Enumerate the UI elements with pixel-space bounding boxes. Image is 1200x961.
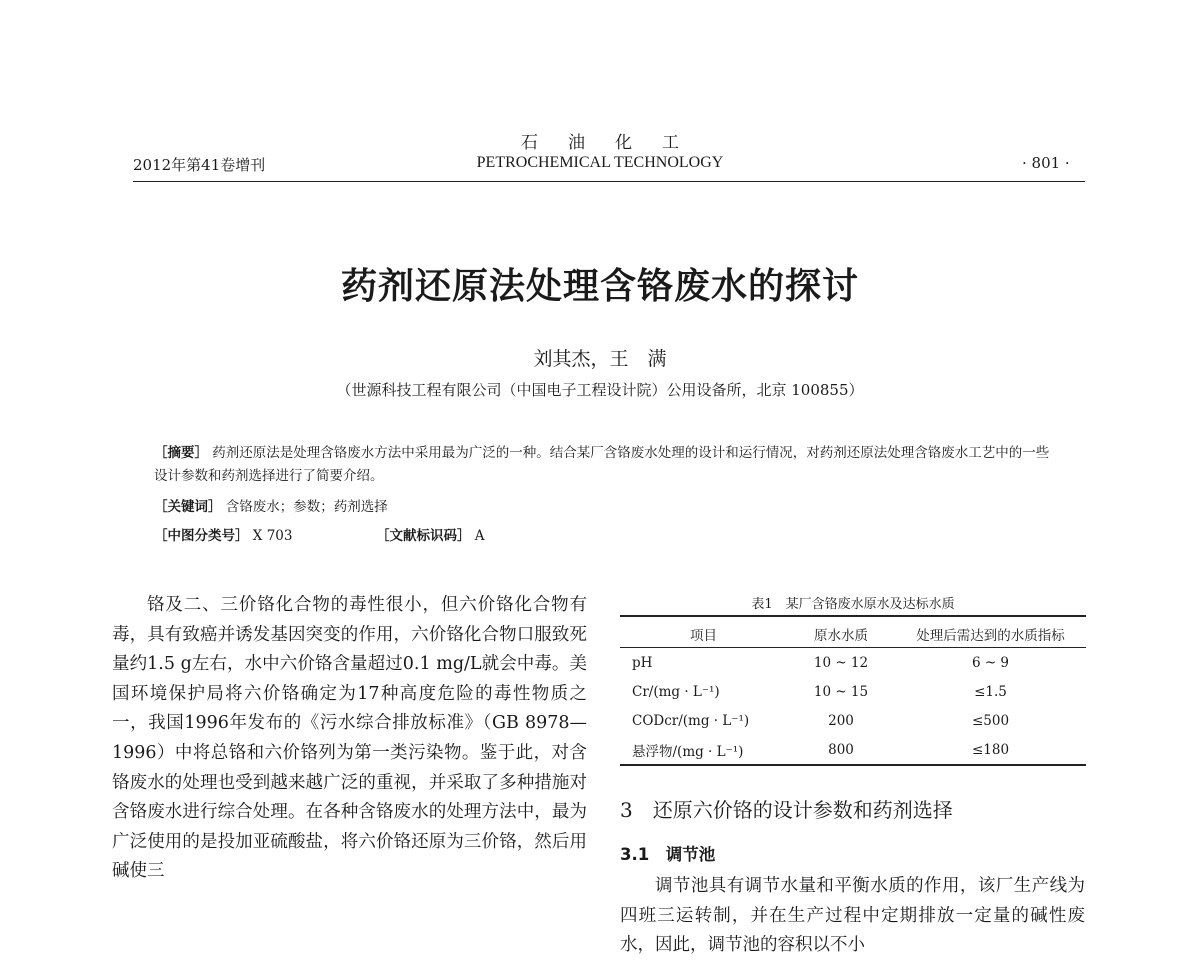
cell-raw: 10 ~ 12 bbox=[813, 654, 869, 671]
cell-target: ≤1.5 bbox=[974, 683, 1007, 700]
col-header-target: 处理后需达到的水质指标 bbox=[916, 627, 1065, 644]
cell-raw: 10 ~ 15 bbox=[813, 683, 869, 700]
abstract-text: 药剂还原法是处理含铬废水方法中采用最为广泛的一种。结合某厂含铬废水处理的设计和运行情况，对药剂还原法处理含铬废水工艺中的一些设计参数和药剂选择进行了简要介绍。 bbox=[154, 445, 1050, 484]
cell-target: 6 ~ 9 bbox=[971, 654, 1010, 671]
keywords: 含铬废水；参数；药剂选择 bbox=[225, 499, 388, 515]
abstract bbox=[154, 442, 1054, 488]
body-left-column bbox=[112, 591, 587, 887]
table-bottom-rule bbox=[620, 764, 1086, 766]
journal-title-en: PETROCHEMICAL TECHNOLOGY bbox=[476, 154, 724, 171]
table-row bbox=[620, 677, 1086, 706]
paper-title: 药剂还原法处理含铬废水的探讨 bbox=[340, 266, 859, 307]
table-row bbox=[620, 735, 1086, 764]
doc-code: A bbox=[474, 528, 485, 544]
classification-line bbox=[154, 524, 292, 544]
cell-item: pH bbox=[632, 654, 653, 671]
authors: 刘其杰，王 满 bbox=[533, 348, 667, 370]
table-caption: 表1 某厂含铬废水原水及达标水质 bbox=[751, 597, 955, 612]
clc-code: X 703 bbox=[252, 528, 293, 544]
cell-raw: 200 bbox=[828, 712, 854, 729]
header-rule bbox=[133, 181, 1085, 182]
affiliation: （世源科技工程有限公司（中国电子工程设计院）公用设备所，北京 100855） bbox=[336, 381, 864, 399]
subsection-heading-3-1: 3.1 调节池 bbox=[620, 845, 716, 864]
keywords-line bbox=[154, 495, 388, 515]
col-header-item: 项目 bbox=[690, 627, 717, 644]
body-paragraph: 铬及二、三价铬化合物的毒性很小，但六价铬化合物有毒，具有致癌并诱发基因突变的作用，六价铬化合物口服致死量约1.5 g左右，水中六价铬含量超过0.1 mg/L就会中毒。美国环境保护局将六价铬确定为17种高度危险的毒性物质之一，我国1996年发布的《污水综合排放标准》（GB 8978—1996）中将总铬和六价铬列为第一类污染物。鉴于此，对含铬废水的处理也受到越来越广泛的重视，并采取了多种措施对含铬废水进行综合处理。在各种含铬废水的处理方法中，最为广泛使用的是投加亚硫酸盐，将六价铬还原为三价铬，然后用碱使三 bbox=[112, 595, 587, 882]
keywords-label: ［关键词］ bbox=[154, 499, 222, 515]
abstract-label: ［摘要］ bbox=[154, 445, 208, 461]
issue-info: 2012年第41卷增刊 bbox=[133, 156, 266, 174]
body-paragraph: 调节池具有调节水量和平衡水质的作用，该厂生产线为四班三运转制，并在生产过程中定期排放一定量的碱性废水，因此，调节池的容积以不小 bbox=[620, 876, 1085, 956]
doc-code-line bbox=[376, 524, 485, 544]
cell-item: Cr/(mg · L⁻¹) bbox=[632, 683, 720, 700]
cell-raw: 800 bbox=[828, 741, 854, 758]
clc-label: ［中图分类号］ bbox=[154, 528, 249, 544]
cell-target: ≤180 bbox=[971, 741, 1010, 758]
page-number: · 801 · bbox=[1022, 154, 1070, 172]
table-row bbox=[620, 648, 1086, 677]
cell-item: CODcr/(mg · L⁻¹) bbox=[632, 712, 750, 729]
section-heading-3: 3 还原六价铬的设计参数和药剂选择 bbox=[620, 798, 953, 822]
table-row bbox=[620, 706, 1086, 735]
body-right-column bbox=[620, 872, 1085, 961]
cell-target: ≤500 bbox=[971, 712, 1010, 729]
doc-label: ［文献标识码］ bbox=[376, 528, 471, 544]
table-top-rule bbox=[620, 615, 1086, 617]
table-header-row bbox=[620, 619, 1086, 648]
water-quality-table bbox=[620, 619, 1086, 764]
journal-title-cn: 石油化工 bbox=[521, 133, 709, 153]
col-header-raw: 原水水质 bbox=[814, 627, 868, 644]
cell-item: 悬浮物/(mg · L⁻¹) bbox=[632, 743, 744, 760]
